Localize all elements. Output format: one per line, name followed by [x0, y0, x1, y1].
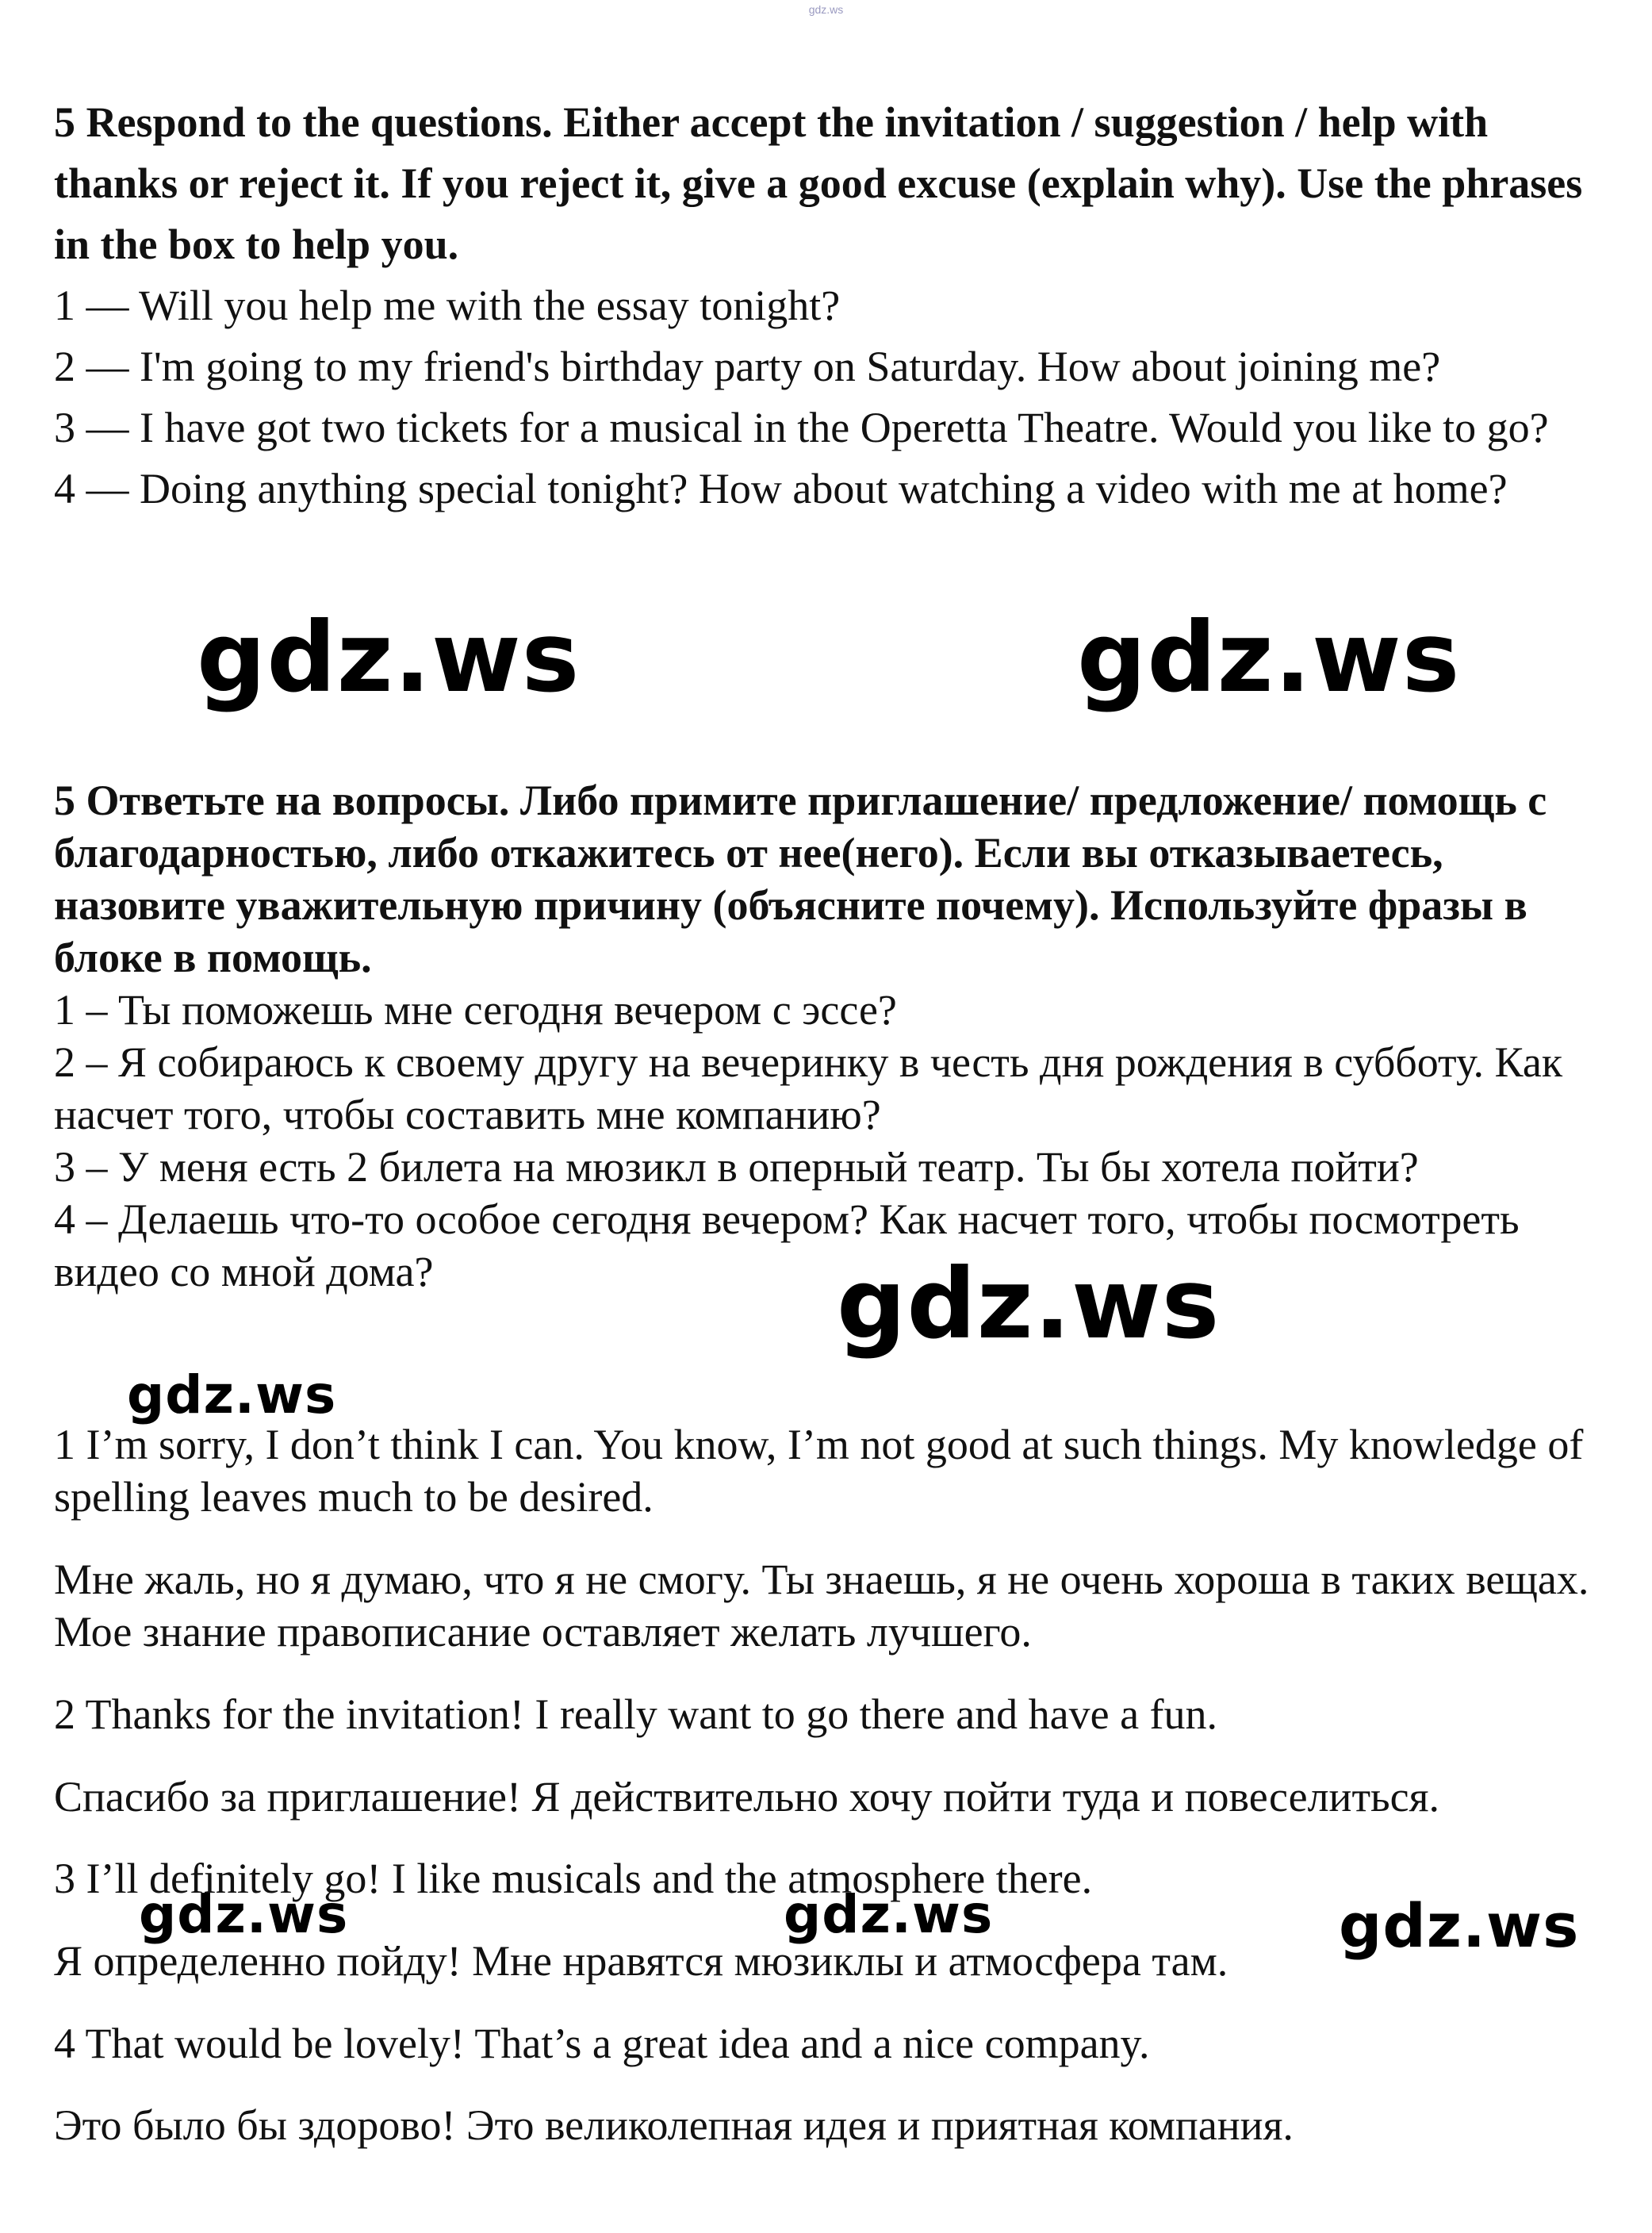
task-en [54, 92, 1608, 520]
answer-4-en: 4 That would be lovely! That’s a great idea and a nice company. [54, 2020, 1150, 2067]
answer-1-en: 1 I’m sorry, I don’t think I can. You know, I’m not good at such things. My knowledge of spelling leaves much to be desired. [54, 1421, 1584, 1521]
task-en-question-3: 3 — I have got two tickets for a musical in the Operetta Theatre. Would you like to go? [54, 404, 1549, 451]
watermark: gdz.ws [139, 1884, 349, 1945]
watermark: gdz.ws [784, 1884, 994, 1945]
task-en-question-1: 1 — Will you help me with the essay tonight? [54, 282, 841, 329]
task-en-question-4: 4 — Doing anything special tonight? How about watching a video with me at home? [54, 465, 1508, 512]
watermark: gdz.ws [837, 1248, 1221, 1360]
watermark: gdz.ws [1077, 601, 1461, 714]
task-ru-question-4: 4 – Делаешь что-то особое сегодня вечером? Как насчет того, чтобы посмотреть видео со мной дома? [54, 1195, 1520, 1295]
watermark: gdz.ws [197, 601, 581, 714]
task-ru-heading: 5 Ответьте на вопросы. Либо примите приглашение/ предложение/ помощь с благодарностью, либо откажитесь от нее(него). Если вы отказываетесь, назовите уважительную причину (объясните почему). Используйте фразы в блоке в помощь. [54, 777, 1547, 981]
answer-1-ru: Мне жаль, но я думаю, что я не смогу. Ты знаешь, я не очень хороша в таких вещах. Мое знание правописание оставляет желать лучшего. [54, 1556, 1589, 1656]
task-ru-question-1: 1 – Ты поможешь мне сегодня вечером с эссе? [54, 986, 897, 1034]
answer-4-ru: Это было бы здорово! Это великолепная идея и приятная компания. [54, 2101, 1294, 2149]
answer-3-ru: Я определенно пойду! Мне нравятся мюзиклы и атмосфера там. [54, 1937, 1228, 1985]
watermark: gdz.ws [1339, 1890, 1580, 1961]
answer-2-ru: Спасибо за приглашение! Я действительно хочу пойти туда и повеселиться. [54, 1773, 1439, 1821]
task-ru-question-3: 3 – У меня есть 2 билета на мюзикл в оперный театр. Ты бы хотела пойти? [54, 1143, 1419, 1191]
task-ru [54, 774, 1608, 1298]
task-en-heading: 5 Respond to the questions. Either accept the invitation / suggestion / help with thanks or reject it. If you reject it, give a good excuse (explain why). Use the phrases in the box to help you. [54, 98, 1583, 268]
task-ru-question-2: 2 – Я собираюсь к своему другу на вечеринку в честь дня рождения в субботу. Как насчет того, чтобы составить мне компанию? [54, 1038, 1563, 1138]
task-en-question-2: 2 — I'm going to my friend's birthday party on Saturday. How about joining me? [54, 343, 1441, 390]
answer-3-en: 3 I’ll definitely go! I like musicals and the atmosphere there. [54, 1855, 1093, 1902]
page-mark: gdz.ws [808, 3, 844, 16]
answer-2-en: 2 Thanks for the invitation! I really want to go there and have a fun. [54, 1690, 1218, 1738]
watermark: gdz.ws [127, 1364, 337, 1425]
